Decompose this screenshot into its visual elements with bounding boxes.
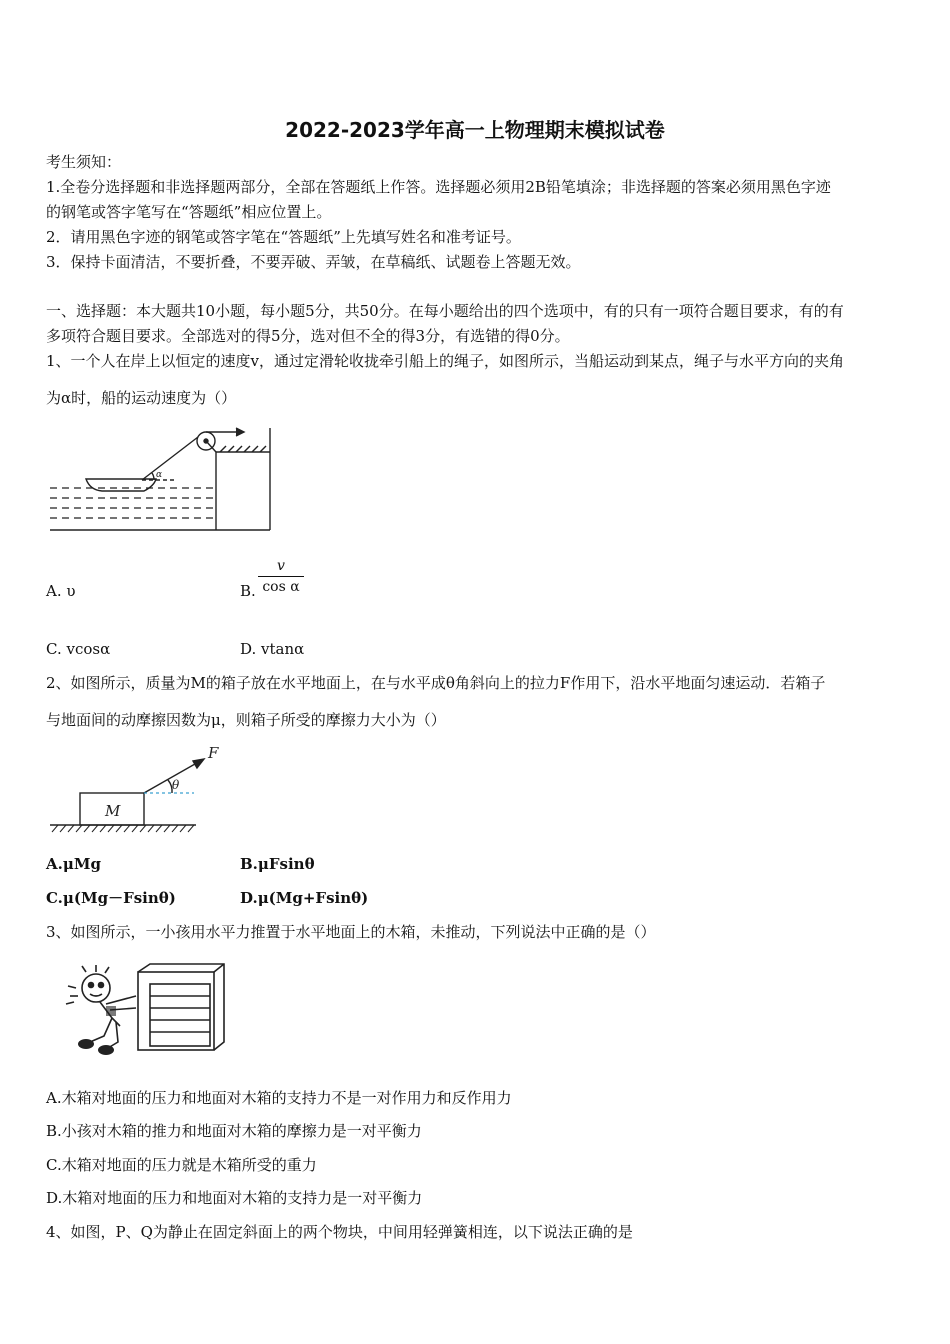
notice-line-3: 2．请用黑色字迹的钢笔或答字笔在“答题纸”上先填写姓名和准考证号。 bbox=[46, 228, 521, 246]
notice-line-2: 的钢笔或答字笔写在“答题纸”相应位置上。 bbox=[46, 203, 332, 221]
q1-option-b-fraction bbox=[258, 558, 304, 595]
q3-option-c: C.木箱对地面的压力就是木箱所受的重力 bbox=[46, 1156, 317, 1174]
q1-option-b: B. bbox=[240, 582, 256, 600]
q2-figure-theta: θ bbox=[172, 778, 180, 792]
q2-stem-2: 与地面间的动摩擦因数为μ，则箱子所受的摩擦力大小为（） bbox=[46, 711, 446, 729]
page-title: 2022-2023学年高一上物理期末模拟试卷 bbox=[285, 118, 665, 142]
q1-option-a: A. υ bbox=[46, 582, 76, 600]
q4-stem-1: 4、如图，P、Q为静止在固定斜面上的两个物块，中间用轻弹簧相连，以下说法正确的是 bbox=[46, 1223, 633, 1241]
q1-figure-alpha: α bbox=[156, 470, 163, 480]
notice-heading: 考生须知： bbox=[46, 153, 122, 171]
q2-box-force-figure bbox=[46, 742, 236, 838]
q3-option-d: D.木箱对地面的压力和地面对木箱的支持力是一对平衡力 bbox=[46, 1189, 423, 1207]
q2-stem-1: 2、如图所示，质量为M的箱子放在水平地面上，在与水平成θ角斜向上的拉力F作用下，沿水平地面匀速运动．若箱子 bbox=[46, 674, 826, 692]
q1-boat-pulley-figure bbox=[46, 424, 276, 534]
q2-option-b: B.μFsinθ bbox=[240, 855, 315, 873]
section-intro-2: 多项符合题目要求。全部选对的得5分，选对但不全的得3分，有选错的得0分。 bbox=[46, 327, 570, 345]
q3-child-pushing-crate-figure bbox=[60, 960, 230, 1058]
q1-option-d: D. vtanα bbox=[240, 640, 305, 658]
q1-option-b-denominator: cos α bbox=[262, 579, 300, 595]
q2-option-d: D.μ(Mg+Fsinθ) bbox=[240, 889, 369, 907]
q1-option-c: C. vcosα bbox=[46, 640, 111, 658]
q1-stem-2: 为α时，船的运动速度为（） bbox=[46, 389, 237, 407]
notice-line-1: 1.全卷分选择题和非选择题两部分，全部在答题纸上作答。选择题必须用2B铅笔填涂；非选择题的答案必须用黑色字迹 bbox=[46, 178, 831, 196]
section-intro-1: 一、选择题：本大题共10小题，每小题5分，共50分。在每小题给出的四个选项中，有的只有一项符合题目要求，有的有 bbox=[46, 302, 844, 320]
notice-line-4: 3．保持卡面清洁，不要折叠，不要弄破、弄皱，在草稿纸、试题卷上答题无效。 bbox=[46, 253, 581, 271]
q1-stem-1: 1、一个人在岸上以恒定的速度v，通过定滑轮收拢牵引船上的绳子，如图所示，当船运动到某点，绳子与水平方向的夹角 bbox=[46, 352, 845, 370]
q2-figure-M: M bbox=[105, 802, 121, 820]
q1-option-b-numerator: v bbox=[258, 558, 304, 577]
q3-option-a: A.木箱对地面的压力和地面对木箱的支持力不是一对作用力和反作用力 bbox=[46, 1089, 512, 1107]
q2-option-c: C.μ(Mg－Fsinθ) bbox=[46, 889, 176, 907]
q3-option-b: B.小孩对木箱的推力和地面对木箱的摩擦力是一对平衡力 bbox=[46, 1122, 422, 1140]
q2-option-a: A.μMg bbox=[46, 855, 101, 873]
q3-stem-1: 3、如图所示，一小孩用水平力推置于水平地面上的木箱，未推动，下列说法中正确的是（） bbox=[46, 923, 656, 941]
q2-figure-F: F bbox=[208, 744, 219, 762]
